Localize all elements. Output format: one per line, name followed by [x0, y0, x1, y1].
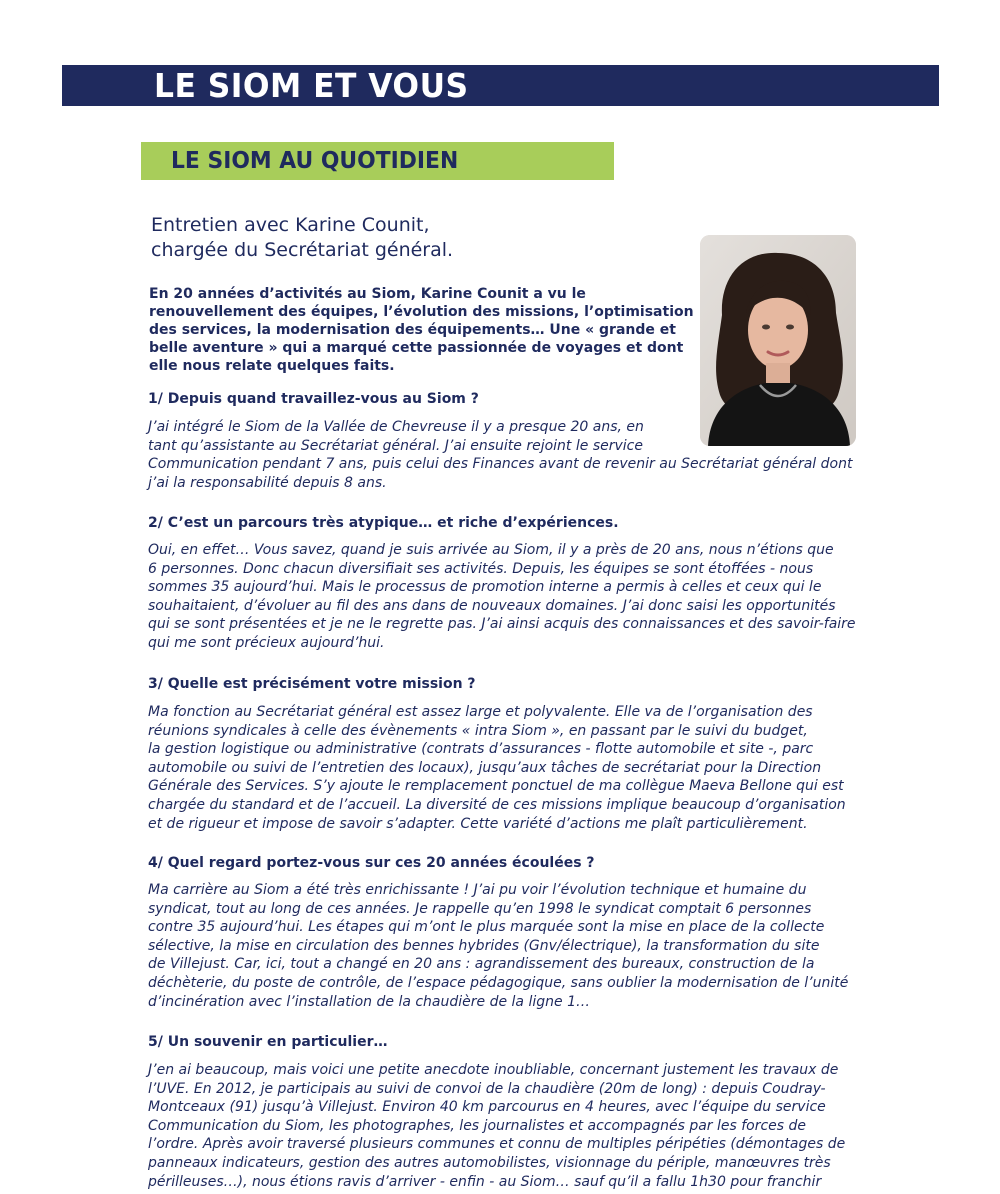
lead-line: En 20 années d’activités au Siom, Karine Counit a vu le	[149, 286, 586, 302]
answer-line: Montceaux (91) jusqu’à Villejust. Environ 40 km parcourus en 4 heures, avec l’équipe du service	[148, 1099, 826, 1116]
interview-title-line: chargée du Secrétariat général.	[151, 239, 454, 261]
answer-line: syndicat, tout au long de ces années. Je rappelle qu’en 1998 le syndicat comptait 6 personnes	[148, 900, 812, 917]
answer-line: panneaux indicateurs, gestion des autres automobilistes, visionnage du périple, manœuvres très	[148, 1154, 831, 1171]
answer-4	[148, 881, 848, 1011]
answer-line: Ma carrière au Siom a été très enrichissante ! J’ai pu voir l’évolution technique et humaine du	[148, 882, 807, 898]
answer-line: Générale des Services. S’y ajoute le remplacement ponctuel de ma collègue Maeva Bellone qui est	[148, 778, 844, 795]
lead-line: belle aventure » qui a marqué cette passionnée de voyages et dont	[149, 340, 684, 356]
answer-line: réunions syndicales à celle des évènements « intra Siom », en passant par le suivi du budget,	[148, 722, 808, 739]
question-5: 5/ Un souvenir en particulier…	[148, 1034, 388, 1050]
answer-1	[148, 418, 852, 492]
answer-line: l’UVE. En 2012, je participais au suivi de convoi de la chaudière (20m de long) : depuis Coudray-	[148, 1080, 826, 1097]
answer-line: J’ai intégré le Siom de la Vallée de Chevreuse il y a presque 20 ans, en	[148, 419, 644, 435]
answer-line: souhaitaient, d’évoluer au fil des ans dans de nouveaux domaines. J’ai donc saisi les opportunités	[148, 597, 836, 614]
answer-line: j’ai la responsabilité depuis 8 ans.	[148, 474, 387, 491]
answer-line: d’incinération avec l’installation de la chaudière de la ligne 1…	[148, 993, 590, 1010]
answer-line: l’ordre. Après avoir traversé plusieurs communes et connu de multiples péripéties (démontages de	[148, 1136, 846, 1153]
lead-line: elle nous relate quelques faits.	[149, 358, 395, 374]
lead-line: des services, la modernisation des équipements… Une « grande et	[149, 322, 676, 338]
answer-line: Communication du Siom, les photographes, les journalistes et accompagnés par les forces de	[148, 1117, 807, 1134]
interview-title-line: Entretien avec Karine Counit,	[151, 214, 430, 236]
answer-2	[148, 541, 856, 653]
answer-line: chargée du standard et de l’accueil. La diversité de ces missions implique beaucoup d’organisation	[148, 796, 846, 813]
header-banner	[62, 65, 939, 106]
answer-line: 6 personnes. Donc chacun diversifiait ses activités. Depuis, les équipes se sont étoffées - nous	[148, 560, 814, 577]
interview-title	[151, 213, 453, 263]
page-title: LE SIOM ET VOUS	[154, 66, 469, 105]
lead-line: renouvellement des équipes, l’évolution des missions, l’optimisation	[149, 304, 694, 320]
answer-line: qui me sont précieux aujourd’hui.	[148, 634, 385, 651]
answer-line: Communication pendant 7 ans, puis celui des Finances avant de revenir au Secrétariat général dont	[148, 456, 853, 473]
portrait-photo	[700, 235, 856, 446]
answer-line: contre 35 aujourd’hui. Les étapes qui m’ont le plus marquée sont la mise en place de la collecte	[148, 919, 825, 936]
answer-line: la gestion logistique ou administrative (contrats d’assurances - flotte automobile et site -, parc	[148, 741, 814, 758]
section-banner	[141, 142, 614, 180]
lead-paragraph	[149, 285, 694, 375]
answer-line: sommes 35 aujourd’hui. Mais le processus de promotion interne a permis à celles et ceux qui le	[148, 579, 822, 596]
section-title: LE SIOM AU QUOTIDIEN	[171, 148, 459, 174]
answer-line: déchèterie, du poste de contrôle, de l’espace pédagogique, sans oublier la modernisation de l’unité	[148, 974, 849, 991]
answer-line: Ma fonction au Secrétariat général est assez large et polyvalente. Elle va de l’organisation des	[148, 704, 813, 720]
answer-line: Oui, en effet… Vous savez, quand je suis arrivée au Siom, il y a près de 20 ans, nous n’étions que	[148, 542, 834, 558]
answer-line: sélective, la mise en circulation des bennes hybrides (Gnv/électrique), la transformation du site	[148, 937, 820, 954]
answer-line: qui se sont présentées et je ne le regrette pas. J’ai ainsi acquis des connaissances et des savoir-faire	[148, 616, 856, 633]
question-1: 1/ Depuis quand travaillez-vous au Siom ?	[148, 391, 479, 407]
answer-line: automobile ou suivi de l’entretien des locaux), jusqu’aux tâches de secrétariat pour la Direction	[148, 759, 822, 776]
question-4: 4/ Quel regard portez-vous sur ces 20 années écoulées ?	[148, 855, 595, 871]
answer-line: de Villejust. Car, ici, tout a changé en 20 ans : agrandissement des bureaux, construction de la	[148, 956, 815, 973]
question-3: 3/ Quelle est précisément votre mission ?	[148, 676, 476, 692]
answer-3	[148, 703, 846, 833]
answer-line: J’en ai beaucoup, mais voici une petite anecdote inoubliable, concernant justement les travaux de	[148, 1062, 839, 1078]
answer-line: périlleuses…), nous étions ravis d’arriver - enfin - au Siom… sauf qu’il a fallu 1h30 pour franchir	[148, 1173, 822, 1190]
answer-5	[148, 1061, 845, 1191]
question-2: 2/ C’est un parcours très atypique… et riche d’expériences.	[148, 515, 619, 531]
answer-line: tant qu’assistante au Secrétariat général. J’ai ensuite rejoint le service	[148, 437, 643, 454]
answer-line: et de rigueur et impose de savoir s’adapter. Cette variété d’actions me plaît particulièrement.	[148, 815, 808, 832]
